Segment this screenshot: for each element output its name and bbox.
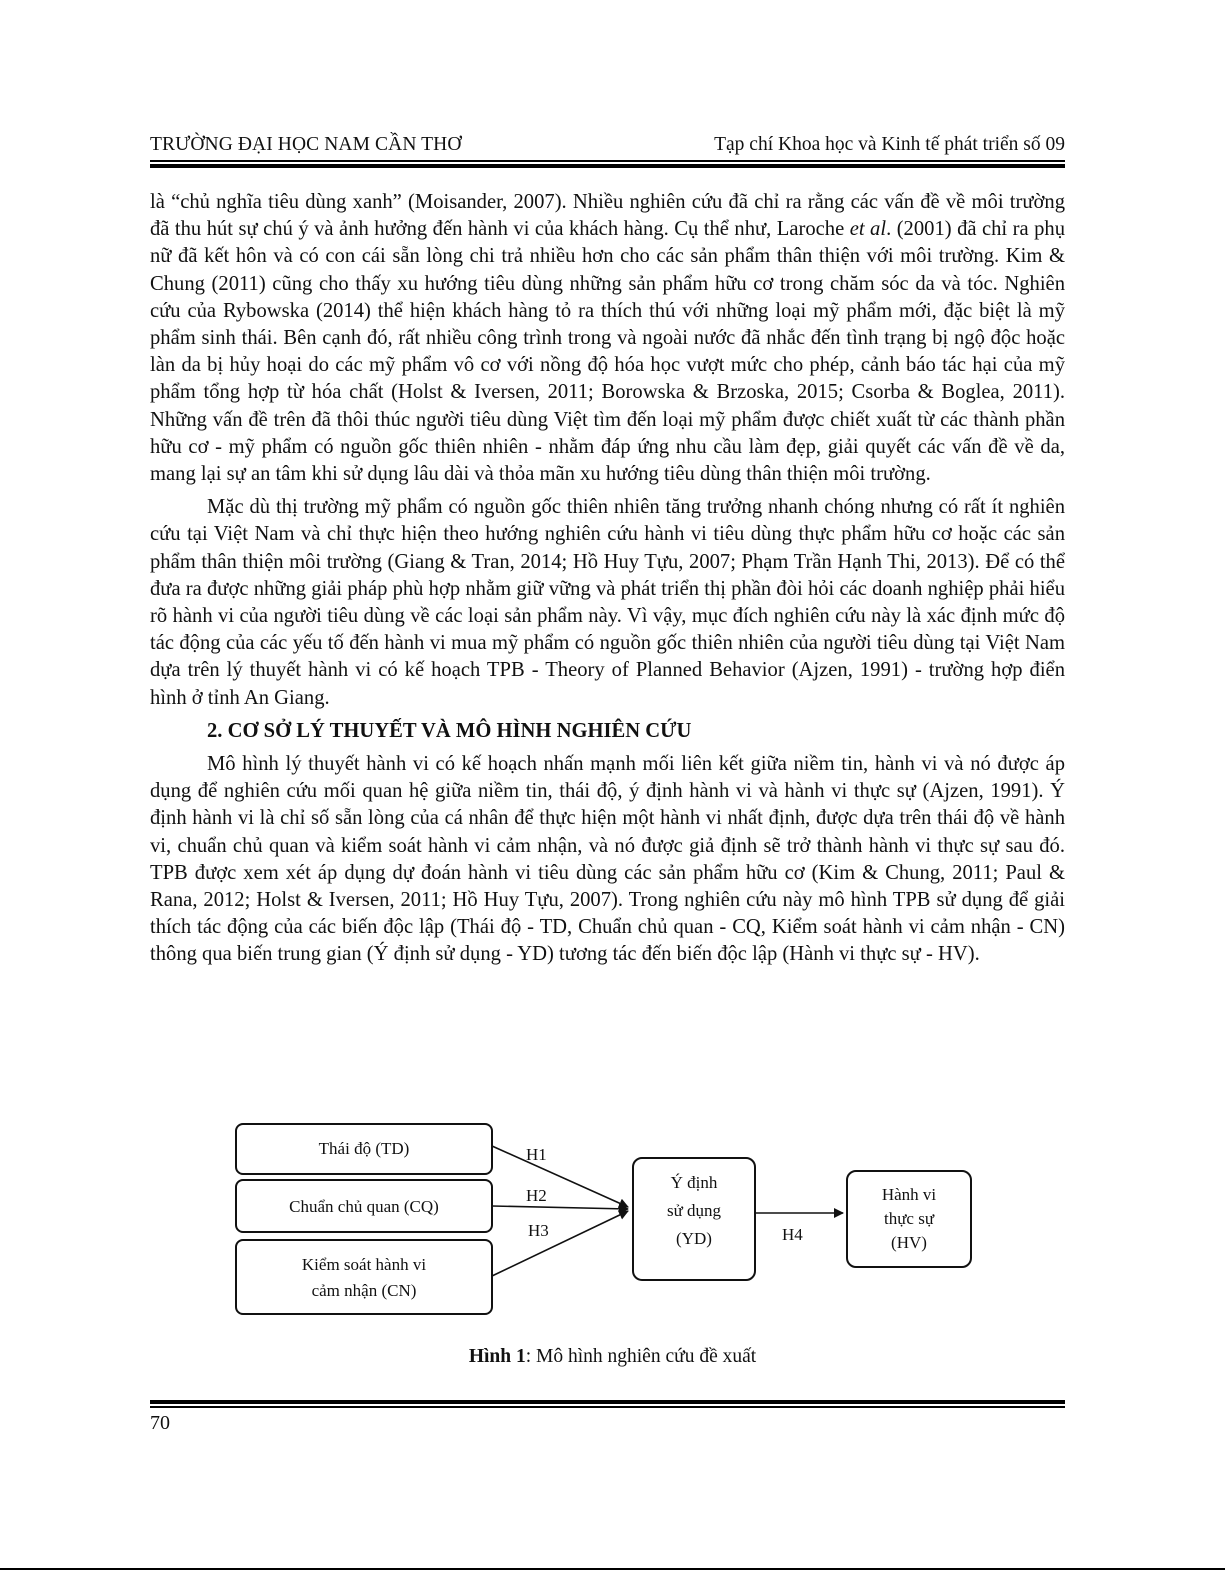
header-journal: Tạp chí Khoa học và Kinh tế phát triển số 09 [714,134,1065,155]
label-h1: H1 [526,1145,547,1164]
header-rule-thin [150,160,1065,162]
article-body [150,189,1065,969]
paragraph-2: Mặc dù thị trường mỹ phẩm có nguồn gốc thiên nhiên tăng trưởng nhanh chóng nhưng có rất ít nghiên cứu tại Việt Nam và chỉ thực hiện theo hướng nghiên cứu hành vi tiêu dùng thực phẩm hữu cơ hoặc các sản phẩm thân thiện môi trường (Giang & Tran, 2014; Hồ Huy Tựu, 2007; Phạm Trần Hạnh Thi, 2013). Để có thể đưa ra được những giải pháp phù hợp nhằm giữ vững và phát triển thị phần đòi hỏi các doanh nghiệp phải hiểu rõ hành vi của người tiêu dùng về các loại sản phẩm này. Vì vậy, mục đích nghiên cứu này là xác định mức độ tác động của các yếu tố đến hành vi mua mỹ phẩm có nguồn gốc thiên nhiên của người tiêu dùng tại Việt Nam dựa trên lý thuyết hành vi có kế hoạch TPB - Theory of Planned Behavior (Ajzen, 1991) - trường hợp điển hình ở tỉnh An Giang. [150,496,1065,709]
box-hv-label-3: (HV) [891,1233,927,1252]
paragraph-1-em: et al [849,218,887,241]
arrow-h2 [492,1206,628,1209]
label-h4: H4 [782,1225,803,1244]
box-yd-label-3: (YD) [676,1229,712,1248]
box-cn-label-2: cảm nhận (CN) [311,1281,417,1300]
bottom-edge-line [0,1568,1225,1570]
label-h2: H2 [526,1186,547,1205]
page-number: 70 [150,1412,170,1434]
running-header [150,128,1065,160]
caption-label: Hình 1 [468,1346,526,1367]
paragraph-1-part-b: . (2001) đã chỉ ra phụ nữ đã kết hôn và có con cái sẵn lòng chi trả nhiều hơn cho các sản phẩm thân thiện với môi trường. Kim & Chung (2011) cũng cho thấy xu hướng tiêu dùng những sản phẩm hữu cơ trong chăm sóc da và tóc. Nghiên cứu của Rybowska (2014) thể hiện khách hàng tỏ ra thích thú với những loại mỹ phẩm mới, đặc biệt là mỹ phẩm sinh thái. Bên cạnh đó, rất nhiều công trình trong và ngoài nước đã nhắc đến tình trạng bị ngộ độc hoặc làn da bị hủy hoại do các mỹ phẩm vô cơ với nồng độ hóa học vượt mức cho phép, cảnh báo tác hại của mỹ phẩm tổng hợp từ hóa chất (Holst & Iversen, 2011; Borowska & Brzoska, 2015; Csorba & Boglea, 2011). Những vấn đề trên đã thôi thúc người tiêu dùng Việt tìm đến loại mỹ phẩm được chiết xuất từ các thành phần hữu cơ - mỹ phẩm có nguồn gốc thiên nhiên - nhằm đáp ứng nhu cầu làm đẹp, giải quyết các vấn đề về da, mang lại sự an tâm khi sử dụng lâu dài và thỏa mãn xu hướng tiêu dùng thân thiện môi trường. [150,218,1065,486]
diagram-svg [230,1118,990,1328]
box-yd-label-2: sử dụng [666,1201,722,1220]
section-heading: 2. CƠ SỞ LÝ THUYẾT VÀ MÔ HÌNH NGHIÊN CỨU [207,719,692,742]
header-rule-thick [150,164,1065,168]
paragraph-1 [150,189,1065,488]
box-cn [236,1240,492,1314]
arrow-h3 [492,1211,628,1276]
paragraph-3: Mô hình lý thuyết hành vi có kế hoạch nhấn mạnh mối liên kết giữa niềm tin, hành vi và nó được áp dụng để nghiên cứu mối quan hệ giữa niềm tin, thái độ, ý định hành vi và hành vi thực sự (Ajzen, 1991). Ý định hành vi là chỉ số sẵn lòng của cá nhân để thực hiện một hành vi nhất định, được dựa trên thái độ về hành vi, chuẩn chủ quan và kiểm soát hành vi cảm nhận, và nó được giả định sẽ trở thành hành vi thực sự sau đó. TPB được xem xét áp dụng dự đoán hành vi tiêu dùng các sản phẩm hữu cơ (Kim & Chung, 2011; Paul & Rana, 2012; Holst & Iversen, 2011; Hồ Huy Tựu, 2007). Trong nghiên cứu này mô hình TPB sử dụng để giải thích tác động của các biến độc lập (Thái độ - TD, Chuẩn chủ quan - CQ, Kiểm soát hành vi cảm nhận - CN) thông qua biến trung gian (Ý định sử dụng - YD) tương tác đến biến độc lập (Hành vi thực sự - HV). [150,753,1065,966]
footer-rule-thin [150,1406,1065,1408]
paragraph-1-part-a: là “chủ nghĩa tiêu dùng xanh” (Moisander, 2007). Nhiều nghiên cứu đã chỉ ra rằng các vấn đề về môi trường đã thu hút sự chú ý và ảnh hưởng đến hành vi của khách hàng. Cụ thể như, Laroche [150,191,1065,241]
label-h3: H3 [528,1221,549,1240]
header-university: TRƯỜNG ĐẠI HỌC NAM CẦN THƠ [150,134,462,155]
box-cq-label: Chuẩn chủ quan (CQ) [289,1197,439,1216]
box-yd-label-1: Ý định [670,1173,718,1192]
box-hv-label-1: Hành vi [881,1185,937,1204]
caption-text: : Mô hình nghiên cứu đề xuất [525,1346,757,1367]
box-cn-label-1: Kiểm soát hành vi [301,1255,427,1274]
box-hv-label-2: thực sự [883,1209,935,1228]
figure-caption [0,1346,1225,1368]
arrow-h1 [492,1146,628,1207]
research-model-diagram [230,1118,990,1328]
box-td-label: Thái độ (TD) [318,1139,410,1158]
footer-rule-thick [150,1400,1065,1404]
